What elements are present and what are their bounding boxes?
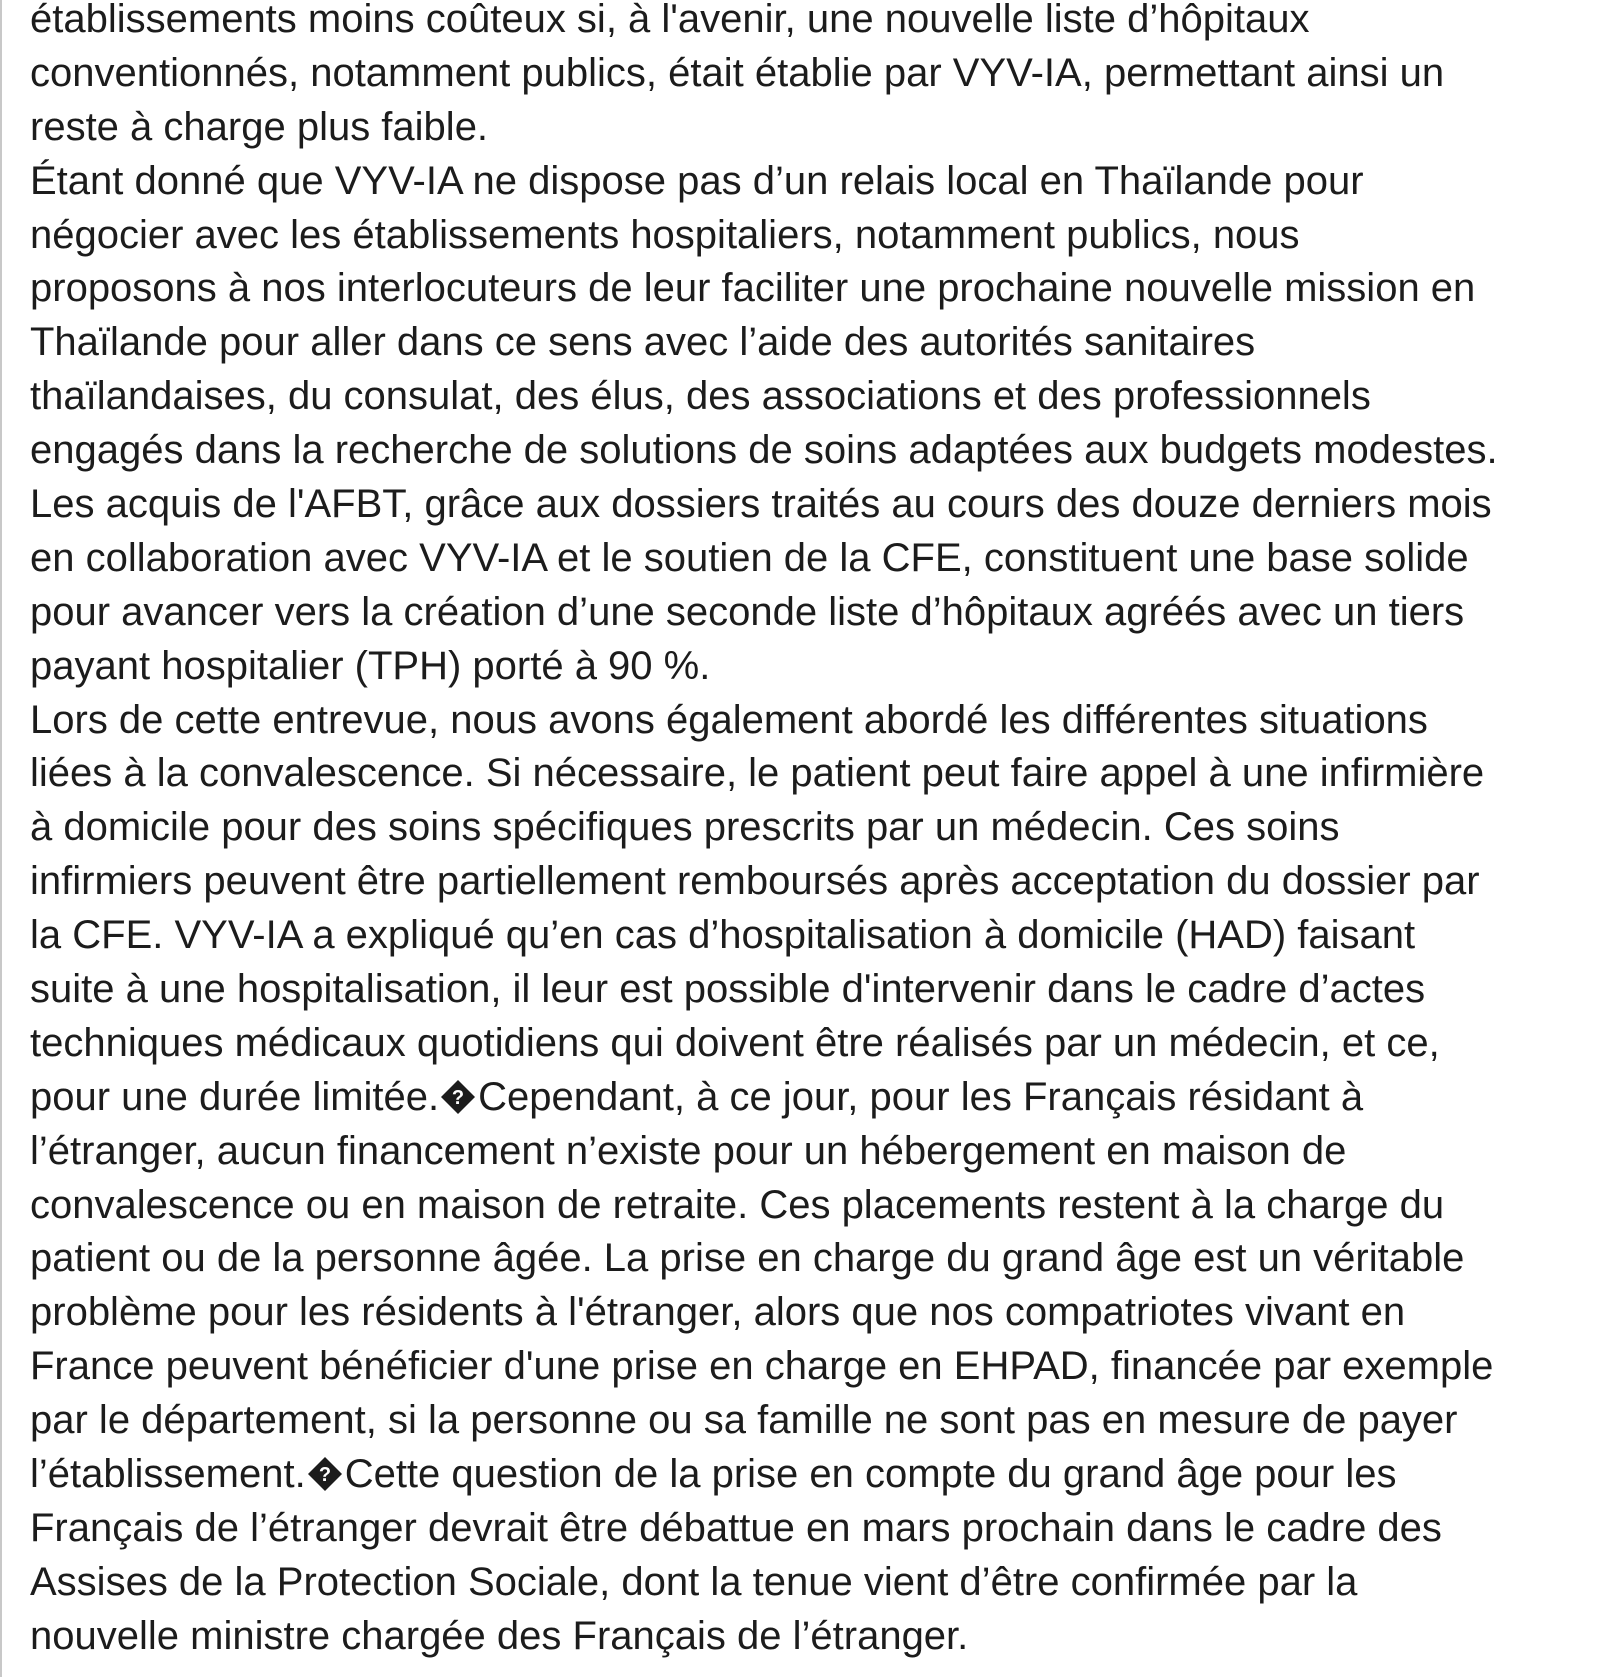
text-line-26: France peuvent bénéficier d'une prise en charge en EHPAD, financée par exemple: [30, 1344, 1494, 1389]
text-line-15: liées à la convalescence. Si nécessaire, le patient peut faire appel à une infirmière: [30, 751, 1485, 796]
text-line-4: Étant donné que VYV-IA ne dispose pas d’un relais local en Thaïlande pour: [30, 158, 1364, 203]
text-line-17: infirmiers peuvent être partiellement remboursés après acceptation du dossier par: [30, 859, 1480, 904]
text-line-12: pour avancer vers la création d’une seconde liste d’hôpitaux agréés avec un tiers: [30, 589, 1465, 634]
text-line-28-start: l’établissement.: [30, 1452, 306, 1497]
text-line-7: Thaïlande pour aller dans ce sens avec l’aide des autorités sanitaires: [30, 320, 1256, 365]
text-line-29: Français de l’étranger devrait être débattue en mars prochain dans le cadre des: [30, 1505, 1442, 1550]
text-line-9: engagés dans la recherche de solutions de soins adaptées aux budgets modestes.: [30, 428, 1498, 473]
text-line-10: Les acquis de l'AFBT, grâce aux dossiers traités au cours des douze derniers mois: [30, 482, 1492, 527]
text-line-27: par le département, si la personne ou sa famille ne sont pas en mesure de payer: [30, 1398, 1458, 1443]
text-line-28-end: Cette question de la prise en compte du grand âge pour les: [344, 1452, 1397, 1497]
text-line-25: problème pour les résidents à l'étranger, alors que nos compatriotes vivant en: [30, 1290, 1406, 1335]
text-line-22: l’étranger, aucun financement n’existe pour un hébergement en maison de: [30, 1128, 1347, 1173]
text-line-28: [30, 1448, 1590, 1502]
svg-text:?: ?: [452, 1086, 465, 1109]
text-line-23: convalescence ou en maison de retraite. Ces placements restent à la charge du: [30, 1182, 1445, 1227]
text-line-2: conventionnés, notamment publics, était établie par VYV-IA, permettant ainsi un: [30, 50, 1445, 95]
text-line-20: techniques médicaux quotidiens qui doivent être réalisés par un médecin, et ce,: [30, 1020, 1440, 1065]
text-line-5: négocier avec les établissements hospitaliers, notamment publics, nous: [30, 212, 1300, 257]
text-line-31: nouvelle ministre chargée des Français de l’étranger.: [30, 1613, 969, 1658]
left-edge-rule: [0, 0, 2, 1677]
text-line-30: Assises de la Protection Sociale, dont la tenue vient d’être confirmée par la: [30, 1559, 1358, 1604]
text-line-8: thaïlandaises, du consulat, des élus, des associations et des professionnels: [30, 374, 1371, 419]
text-line-19: suite à une hospitalisation, il leur est possible d'intervenir dans le cadre d’actes: [30, 967, 1426, 1012]
text-line-13: payant hospitalier (TPH) porté à 90 %.: [30, 643, 711, 688]
post-body-text: [30, 0, 1590, 1664]
replacement-character-icon: [307, 1456, 343, 1492]
text-line-16: à domicile pour des soins spécifiques prescrits par un médecin. Ces soins: [30, 805, 1340, 850]
text-line-21-start: pour une durée limitée.: [30, 1074, 440, 1119]
text-line-21: [30, 1071, 1590, 1125]
text-line-6: proposons à nos interlocuteurs de leur faciliter une prochaine nouvelle mission en: [30, 266, 1476, 311]
text-line-3: reste à charge plus faible.: [30, 104, 489, 149]
replacement-character-icon: [440, 1079, 476, 1115]
svg-text:?: ?: [318, 1464, 331, 1487]
text-line-14: Lors de cette entrevue, nous avons également abordé les différentes situations: [30, 697, 1428, 742]
text-line-21-end: Cependant, à ce jour, pour les Français résidant à: [478, 1074, 1364, 1119]
text-line-11: en collaboration avec VYV-IA et le soutien de la CFE, constituent une base solide: [30, 535, 1469, 580]
text-line-18: la CFE. VYV-IA a expliqué qu’en cas d’hospitalisation à domicile (HAD) faisant: [30, 913, 1416, 958]
text-line-1: établissements moins coûteux si, à l'avenir, une nouvelle liste d’hôpitaux: [30, 0, 1310, 41]
text-line-24: patient ou de la personne âgée. La prise en charge du grand âge est un véritable: [30, 1236, 1465, 1281]
